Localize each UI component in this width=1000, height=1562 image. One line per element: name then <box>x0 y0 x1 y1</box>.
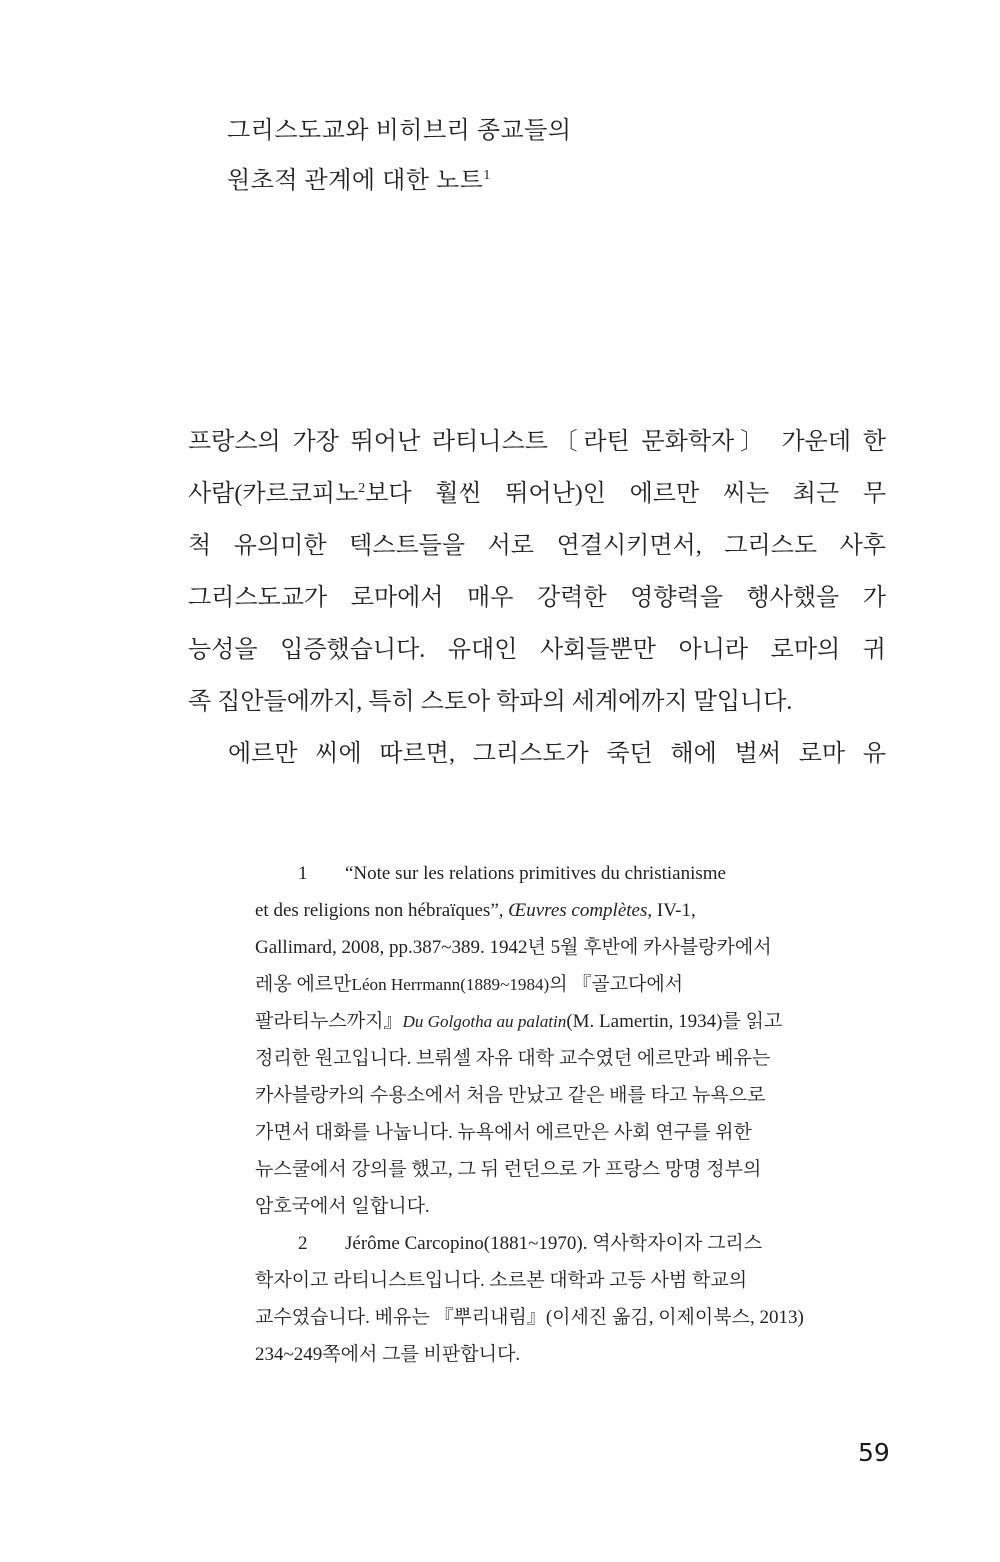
footnote-text: , IV-1, <box>647 900 696 921</box>
footnote-person-name-latin: Jérôme Carcopino <box>345 1233 484 1254</box>
chapter-title-line-2 <box>227 156 572 206</box>
footnote-text: et des religions non hébraïques”, <box>255 900 509 921</box>
body-line: 그리스도교가 로마에서 매우 강력한 영향력을 행사했을 가 <box>188 585 886 611</box>
footnote-text: (M. Lamertin, 1934)를 읽고 <box>566 1011 783 1032</box>
footnote-line: 뉴스쿨에서 강의를 했고, 그 뒤 런던으로 가 프랑스 망명 정부의 <box>255 1159 762 1180</box>
body-line-text: 사람(카르코피노 <box>188 481 359 507</box>
footnote-line: 암호국에서 일합니다. <box>255 1196 430 1217</box>
footnote-line: 카사블랑카의 수용소에서 처음 만났고 같은 배를 타고 뉴욕으로 <box>255 1085 766 1106</box>
body-line-paragraph-start: 에르만 씨에 따르면, 그리스도가 죽던 해에 벌써 로마 유 <box>228 741 886 767</box>
footnote-line <box>255 892 900 929</box>
footnote-line: 정리한 원고입니다. 브뤼셀 자유 대학 교수였던 에르만과 베유는 <box>255 1048 771 1069</box>
footnote-text: 팔라티누스까지』 <box>255 1011 403 1032</box>
footnote-text: 의 『골고다에서 <box>549 974 684 995</box>
footnote-line <box>255 1003 900 1040</box>
body-line: 능성을 입증했습니다. 유대인 사회들뿐만 아니라 로마의 귀 <box>188 637 886 663</box>
footnote-ref-2: 2 <box>358 481 366 496</box>
footnote-item-1 <box>255 855 900 1225</box>
body-line <box>188 468 886 520</box>
footnote-line <box>255 855 900 892</box>
footnote-book-title-french: Du Golgotha au palatin <box>402 1012 567 1031</box>
footnotes-section <box>255 855 900 1373</box>
footnote-line: 교수였습니다. 베유는 『뿌리내림』(이세진 옮김, 이제이북스, 2013) <box>255 1307 804 1328</box>
body-line: 족 집안들에까지, 특히 스토아 학파의 세계에까지 말입니다. <box>188 689 793 715</box>
footnote-text: 레옹 에르만 <box>255 974 352 995</box>
footnote-line: 가면서 대화를 나눕니다. 뉴욕에서 에르만은 사회 연구를 위한 <box>255 1122 752 1143</box>
chapter-title-text: 원초적 관계에 대한 노트 <box>227 168 484 194</box>
body-line: 척 유의미한 텍스트들을 서로 연결시키면서, 그리스도 사후 <box>188 533 886 559</box>
footnote-number: 1 <box>298 863 308 884</box>
page-number: 59 <box>858 1438 890 1467</box>
footnote-line <box>255 966 900 1003</box>
body-text <box>188 416 886 780</box>
footnote-line <box>255 1225 900 1262</box>
footnote-text: (1881~1970). 역사학자이자 그리스 <box>483 1233 763 1254</box>
chapter-title-line-1: 그리스도교와 비히브리 종교들의 <box>227 118 572 144</box>
footnote-ref-1: 1 <box>483 168 491 183</box>
footnote-person-name-latin: Léon Herrmann(1889~1984) <box>351 975 550 994</box>
footnote-line: 학자이고 라티니스트입니다. 소르본 대학과 고등 사범 학교의 <box>255 1270 748 1291</box>
body-line: 프랑스의 가장 뛰어난 라티니스트〔라틴 문화학자〕 가운데 한 <box>188 429 886 455</box>
footnote-text: “Note sur les relations primitives du christianisme <box>345 863 726 884</box>
body-line-text: 보다 훨씬 뛰어난)인 에르만 씨는 최근 무 <box>365 481 886 507</box>
footnote-line: 234~249쪽에서 그를 비판합니다. <box>255 1344 521 1365</box>
chapter-title <box>227 106 572 206</box>
footnote-book-title-french: Œuvres complètes <box>508 900 648 921</box>
footnote-item-2 <box>255 1225 900 1373</box>
footnote-number: 2 <box>298 1233 308 1254</box>
footnote-line: Gallimard, 2008, pp.387~389. 1942년 5월 후반에 카사블랑카에서 <box>255 937 772 958</box>
